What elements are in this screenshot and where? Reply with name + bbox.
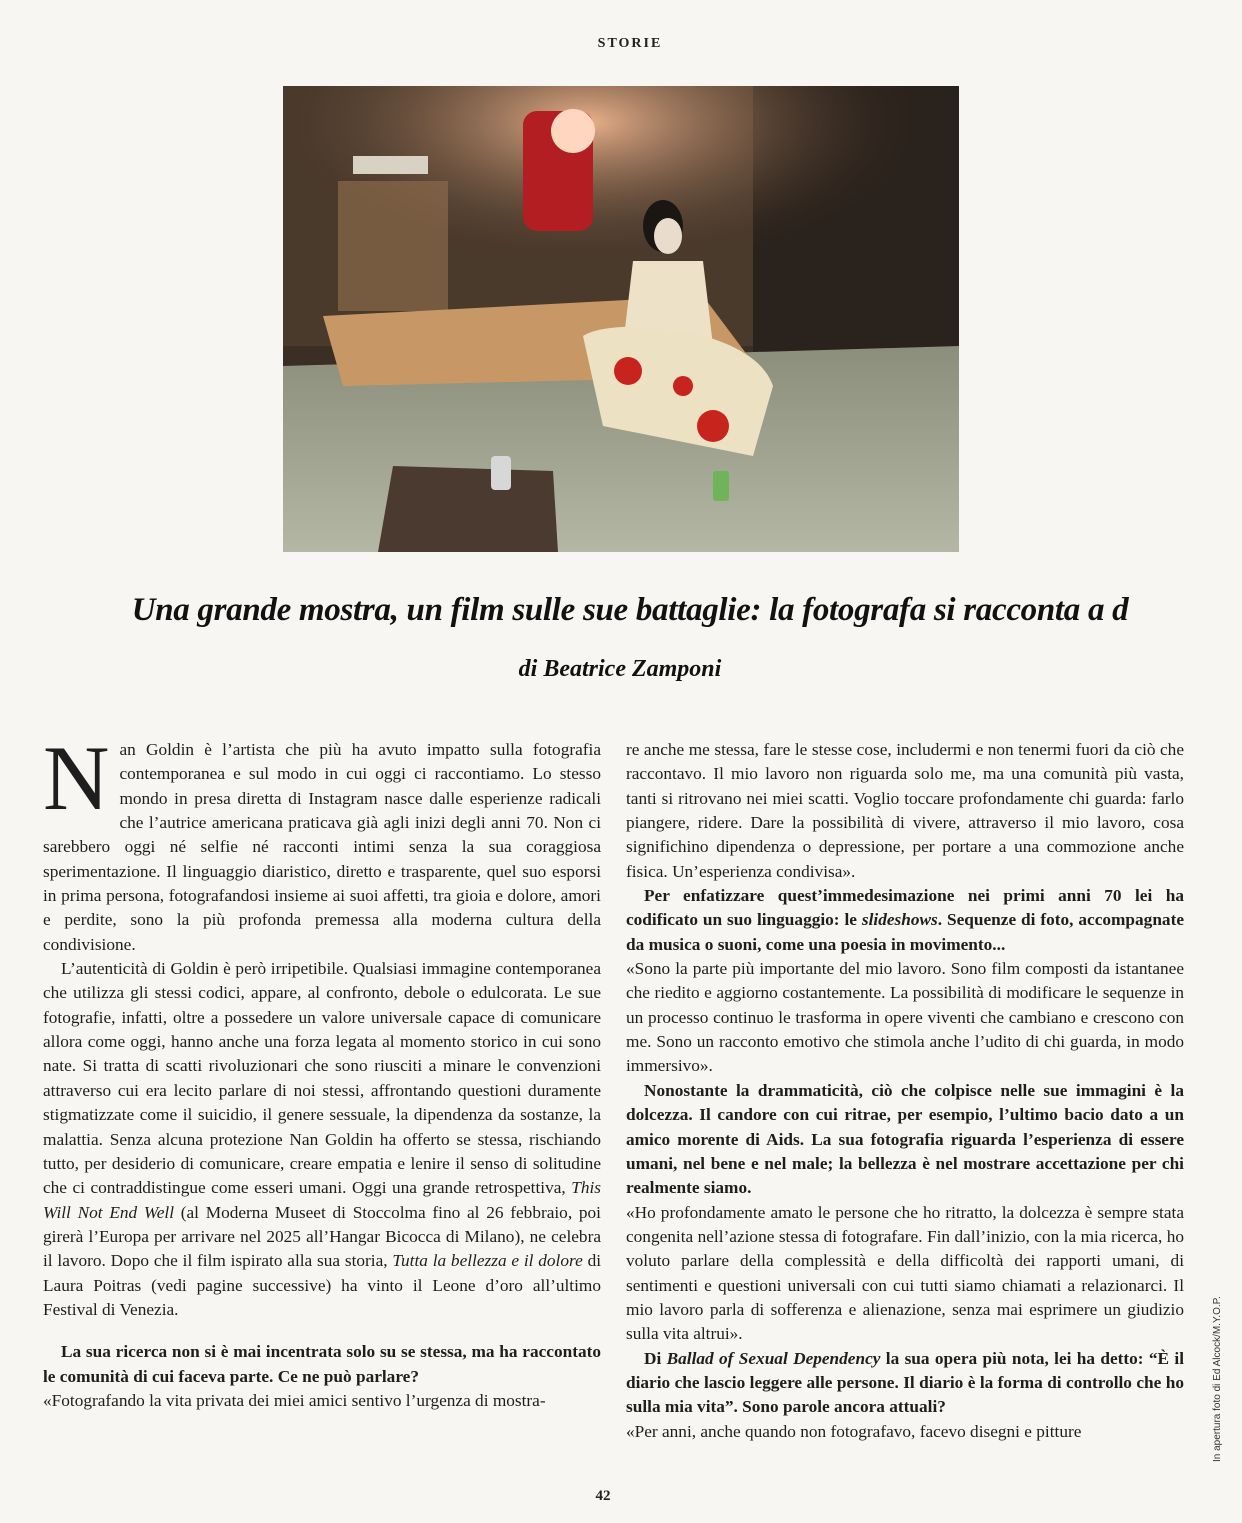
- question-2: [626, 884, 1184, 957]
- text-column-right: [626, 738, 1184, 1444]
- exhibition-title: This Will Not End Well: [43, 1178, 601, 1222]
- text-column-left: [43, 727, 602, 1413]
- photo-credit: In apertura foto di Ed Alcock/M.Y.O.P.: [1212, 1296, 1223, 1462]
- question-text: la sua opera più nota, lei ha detto: “È il diario che lascio leggere alle persone. Il diario è la forma di controllo che ho sulla mia vita”. Sono parole ancora attuali?: [626, 1348, 1185, 1417]
- answer-3: «Ho profondamente amato le persone che ho ritratto, la dolcezza è sempre stata congenita nell’azione stessa di fotografare. Fin dall’inizio, con la mia ricerca, ho voluto parlare della complessità e della difficoltà dei rapporti umani, di sentimenti e questioni universali con cui tutti siamo chiamati a relazionarci. Il mio lavoro parla di sofferenza e alienazione, senza mai esprimere un giudizio sulla vita altrui».: [626, 1202, 1184, 1344]
- question-text: Di: [644, 1348, 667, 1368]
- intro-text: an Goldin è l’artista che più ha avuto impatto sulla fotografia contemporanea e sul modo in cui oggi ci raccontiamo. Lo stesso mondo in presa diretta di Instagram nasce dalle esperienze radicali che l’autrice americana praticava già agli inizi degli anni 70. Non ci sarebbero oggi né selfie né racconti intimi senza la sua coraggiosa sperimentazione. Il linguaggio diaristico, diretto e trasparente, quel suo esporsi in prima persona, fotografandosi insieme ai suoi affetti, tra gioia e dolore, amori e perdite, sono la più profonda premessa alla moderna cultura della condivisione.: [43, 740, 601, 954]
- answer-1-start: «Fotografando la vita privata dei miei amici sentivo l’urgenza di mostra-: [43, 1390, 546, 1410]
- photo-illustration: [283, 86, 959, 552]
- article-headline: Una grande mostra, un film sulle sue battaglie: la fotografa si racconta a d: [131, 592, 1129, 628]
- body-text: L’autenticità di Goldin è però irripetibile. Qualsiasi immagine contemporanea che utilizza gli stessi codici, appare, al confronto, debole o edulcorata. Le sue fotografie, infatti, oltre a possedere un valore universale capace di comunicare allora come oggi, hanno anche una forza legata al momento storico in cui sono nate. Si tratta di scatti rivoluzionari che sono riusciti a minare le convenzioni attraverso cui era lecito parlare di noi stessi, affrontando questioni duramente stigmatizzate come il suicidio, il genere sessuale, la dipendenza da sostanze, la malattia. Senza alcuna protezione Nan Goldin ha offerto se stessa, rischiando tutto, per desiderio di comunicare, creare empatia e lenire il senso di solitudine che ci contraddistingue come esseri umani. Oggi una grande retrospettiva,: [43, 959, 601, 1198]
- article-photo: [283, 86, 959, 552]
- body-text: di Laura Poitras (vedi pagine successive) ha vinto il Leone d’oro all’ultimo Festival di Venezia.: [43, 1251, 602, 1319]
- question-text: . Sequenze di foto, accompagnate da musica o suoni, come una poesia in movimento...: [626, 910, 1185, 954]
- question-3: Nonostante la drammaticità, ciò che colpisce nelle sue immagini è la dolcezza. Il candore con cui ritrae, per esempio, l’ultimo bacio dato a un amico morente di Aids. La sua fotografia riguarda l’esperienza di essere umani, nel bene e nel male; la bellezza è nel mostrare accettazione per chi realmente siamo.: [626, 1080, 1184, 1198]
- paragraph-authenticity: [43, 957, 601, 1322]
- drop-cap: N: [43, 727, 110, 829]
- question-term: slideshows: [861, 910, 938, 930]
- paragraph-intro: [43, 727, 601, 957]
- film-title: Tutta la bellezza e il dolore: [392, 1251, 583, 1271]
- answer-4-start: «Per anni, anche quando non fotografavo, facevo disegni e pitture: [626, 1421, 1082, 1441]
- answer-2: «Sono la parte più importante del mio lavoro. Sono film composti da istantanee che riedito e aggiorno costantemente. La possibilità di modificare le sequenze in un processo continuo le trasforma in opere viventi che cambiano e crescono con me. Sono un racconto emotivo che stimola anche l’udito di chi guarda, in modo immersivo».: [626, 959, 1184, 1076]
- answer-1-continued: re anche me stessa, fare le stesse cose, includermi e non tenermi fuori da ciò che raccontavo. Il mio lavoro non riguarda solo me, ma una comunità più vasta, tanti si ritrovano nei miei scatti. Voglio toccare profondamente chi guarda: farlo piangere, ridere. Dare la possibilità di vivere, attraverso il mio lavoro, cosa significhino dipendenza o depressione, per portare a una commozione anche fisica. Un’esperienza condivisa».: [626, 740, 1184, 881]
- article-byline: di Beatrice Zamponi: [518, 656, 722, 682]
- page-number: 42: [595, 1488, 611, 1504]
- question-1: La sua ricerca non si è mai incentrata solo su se stessa, ma ha raccontato le comunità di cui faceva parte. Ce ne può parlare?: [43, 1342, 601, 1386]
- body-text: (al Moderna Museet di Stoccolma fino al 26 febbraio, poi girerà l’Europa per arrivare nel 2025 all’Hangar Bicocca di Milano), ne celebra il lavoro. Dopo che il film ispirato alla sua storia,: [43, 1202, 601, 1271]
- question-4: [626, 1347, 1184, 1420]
- work-title: Ballad of Sexual Dependency: [666, 1348, 881, 1368]
- question-text: Per enfatizzare quest’immedesimazione nei primi anni 70 lei ha codificato un suo linguaggio: le: [626, 886, 1184, 930]
- section-label: STORIE: [597, 36, 663, 51]
